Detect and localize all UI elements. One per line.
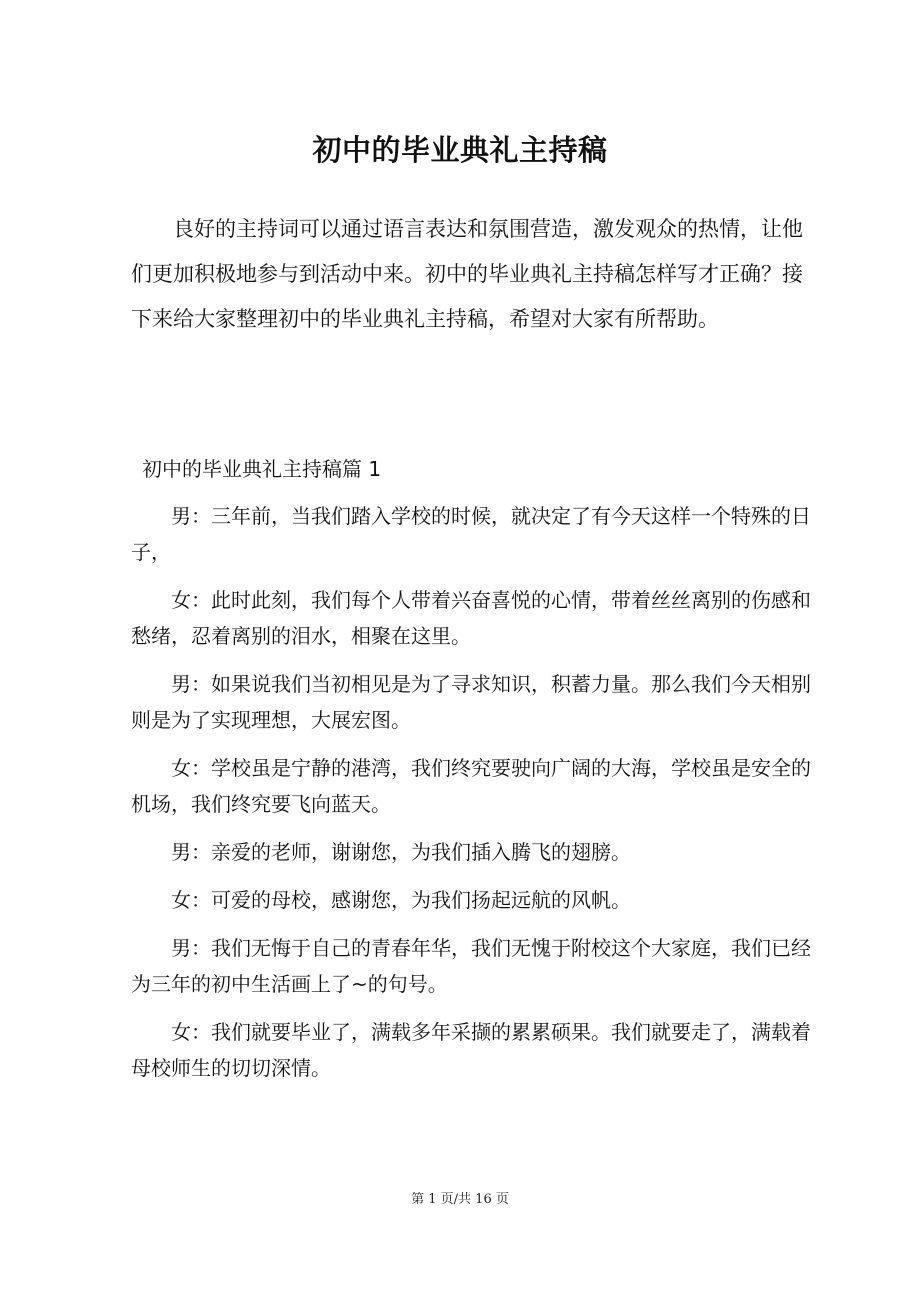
dialogue-paragraph: 男：我们无悔于自己的青春年华，我们无愧于附校这个大家庭，我们已经为三年的初中生活画上了~的句号。: [131, 936, 811, 996]
dialogue-paragraph: 男：亲爱的老师，谢谢您，为我们插入腾飞的翅膀。: [171, 840, 631, 864]
intro-paragraph: 良好的主持词可以通过语言表达和氛围营造，激发观众的热情，让他们更加积极地参与到活动中来。初中的毕业典礼主持稿怎样写才正确？接下来给大家整理初中的毕业典礼主持稿，希望对大家有所帮助。: [131, 217, 803, 331]
dialogue-body: [131, 498, 811, 1098]
dialogue-paragraph: 女：我们就要毕业了，满载多年采撷的累累硕果。我们就要走了，满载着母校师生的切切深情。: [131, 1020, 811, 1080]
dialogue-paragraph: 男：三年前，当我们踏入学校的时候，就决定了有今天这样一个特殊的日子，: [131, 504, 811, 564]
section-title: 初中的毕业典礼主持稿篇 1: [142, 457, 382, 481]
page-number-footer: 第 1 页/共 16 页: [411, 1192, 509, 1207]
dialogue-paragraph: 女：学校虽是宁静的港湾，我们终究要驶向广阔的大海，学校虽是安全的机场，我们终究要飞向蓝天。: [131, 756, 811, 816]
document-title: 初中的毕业典礼主持稿: [312, 133, 608, 167]
dialogue-paragraph: 女：可爱的母校，感谢您，为我们扬起远航的风帆。: [171, 888, 631, 912]
dialogue-paragraph: 女：此时此刻，我们每个人带着兴奋喜悦的心情，带着丝丝离别的伤感和愁绪，忍着离别的泪水，相聚在这里。: [131, 588, 811, 648]
dialogue-paragraph: 男：如果说我们当初相见是为了寻求知识，积蓄力量。那么我们今天相别则是为了实现理想，大展宏图。: [131, 672, 811, 732]
